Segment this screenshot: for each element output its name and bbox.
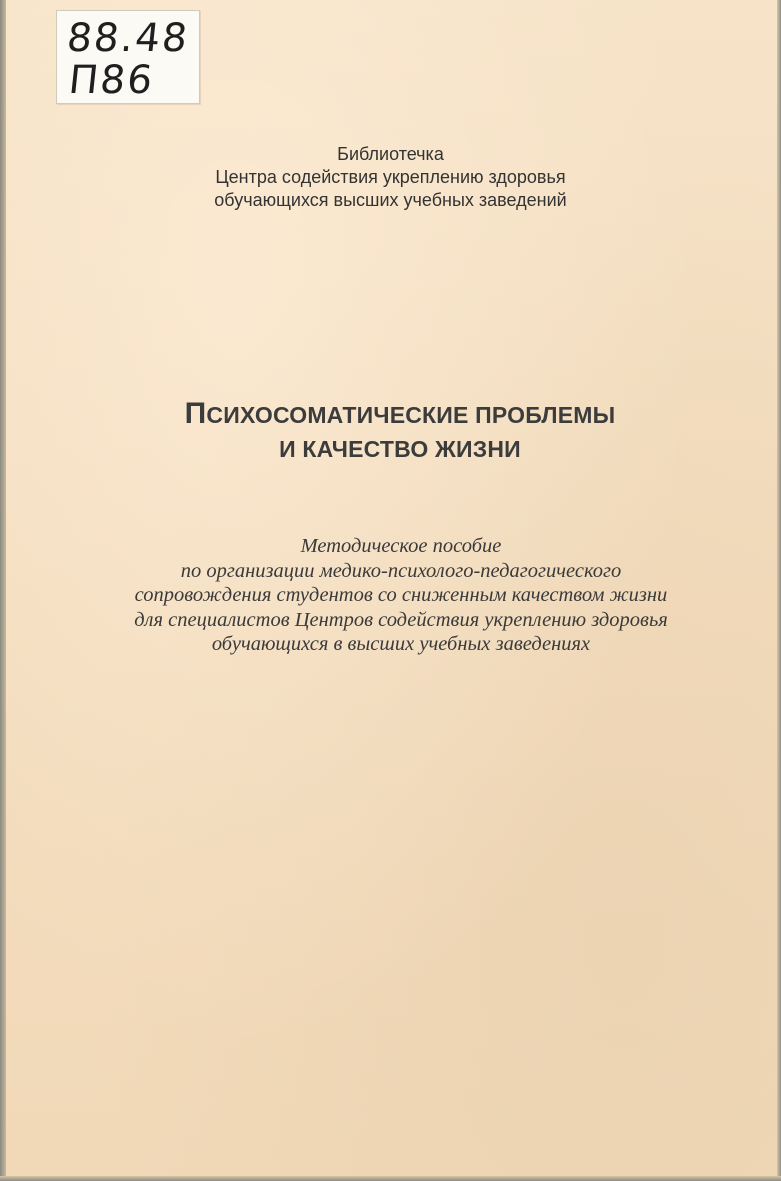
title-line-1-rest: СИХОСОМАТИЧЕСКИЕ ПРОБЛЕМЫ xyxy=(206,402,616,428)
call-number-sticker xyxy=(56,10,200,104)
title-line-1 xyxy=(0,397,781,432)
call-number-author-mark: П86 xyxy=(66,58,157,103)
book-title xyxy=(0,397,781,466)
call-number-classification: 88.48 xyxy=(64,16,192,61)
series-line: Библиотечка xyxy=(337,144,444,164)
title-line-2: И КАЧЕСТВО ЖИЗНИ xyxy=(279,436,521,462)
subtitle-line: Методическое пособие xyxy=(300,535,502,557)
series-line: обучающихся высших учебных заведений xyxy=(214,190,567,210)
book-subtitle xyxy=(0,534,781,657)
subtitle-line: по организации медико-психолого-педагогического xyxy=(180,559,622,582)
subtitle-line: обучающихся в высших учебных заведениях xyxy=(211,633,591,655)
subtitle-line: сопровождения студентов со сниженным качеством жизни xyxy=(134,584,668,606)
title-initial: П xyxy=(184,397,207,430)
series-heading xyxy=(0,143,781,212)
cover-bottom-edge xyxy=(0,1176,781,1181)
subtitle-line: для специалистов Центров содействия укреплению здоровья xyxy=(134,608,668,631)
series-line: Центра содействия укреплению здоровья xyxy=(215,167,566,187)
